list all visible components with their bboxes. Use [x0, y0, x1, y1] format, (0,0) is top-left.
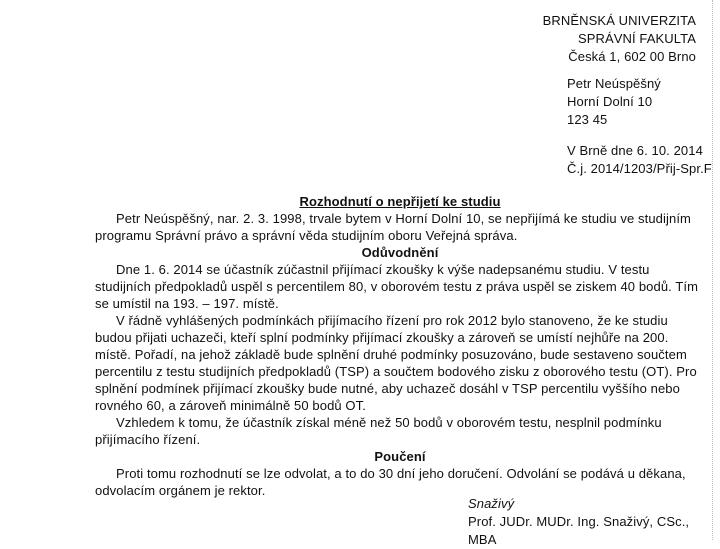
recipient-name: Petr Neúspěšný: [567, 76, 661, 91]
instruction-heading: Poučení: [374, 449, 426, 464]
faculty-address: Česká 1, 602 00 Brno: [568, 49, 696, 64]
reasoning-paragraph: V řádně vyhlášených podmínkách přijímacího řízení pro rok 2012 bylo stanoveno, že ke studiu budou přijati uchazeči, kteří splní podmínky přijímací zkoušky a zároveň se umístí nejhůře na 200. místě. Pořadí, na jehož základě bude splnění druhé podmínky posuzováno, bude sestaveno součtem percentilu z testu studijních předpokladů (TSP) a součtem bodového zisku z oborového testu (OT). Pro splnění podmínek přijímací zkoušky bude nutné, aby uchazeč dosáhl v TSP percentilu vyššího nebo rovného 60, a zároveň minimálně 50 bodů OT.: [95, 313, 697, 413]
document-body: [95, 193, 705, 499]
signature-full-name: Prof. JUDr. MUDr. Ing. Snaživý, CSc., MBA: [468, 514, 690, 547]
faculty-name: SPRÁVNÍ FAKULTA: [577, 31, 696, 46]
reasoning-heading: Odůvodnění: [361, 245, 439, 260]
letterhead: [543, 12, 696, 66]
recipient-street: Horní Dolní 10: [567, 94, 653, 109]
reasoning-paragraph: Vzhledem k tomu, že účastník získal méně než 50 bodů v oborovém testu, nesplnil podmínku přijímacího řízení.: [95, 415, 662, 447]
instruction-text: Proti tomu rozhodnutí se lze odvolat, a to do 30 dní jeho doručení. Odvolání se podává u děkana, odvolacím orgánem je rektor.: [95, 466, 686, 498]
reference-number: Č.j. 2014/1203/Přij-Spr.F: [567, 161, 712, 176]
recipient-postcode: 123 45: [567, 112, 608, 127]
decision-text: Petr Neúspěšný, nar. 2. 3. 1998, trvale bytem v Horní Dolní 10, se nepřijímá ke studiu ve studijním programu Správní právo a správní věda studijním oboru Veřejná správa.: [95, 211, 691, 243]
signature-short: Snaživý: [468, 496, 515, 511]
recipient-address: [567, 75, 661, 129]
date-line: V Brně dne 6. 10. 2014: [567, 143, 703, 158]
page-edge-line: [712, 0, 713, 540]
decision-title: Rozhodnutí o nepřijetí ke studiu: [299, 194, 501, 209]
university-name: BRNĚNSKÁ UNIVERZITA: [542, 13, 696, 28]
reasoning-paragraph: Dne 1. 6. 2014 se účastník zúčastnil přijímací zkoušky k výše nadepsanému studiu. V testu studijních předpokladů uspěl s percentilem 80, v oborovém testu z práva uspěl se ziskem 40 bodů. Tím se umístil na 193. – 197. místě.: [95, 262, 699, 311]
signature-block: [468, 495, 720, 549]
date-reference-block: [567, 142, 715, 178]
